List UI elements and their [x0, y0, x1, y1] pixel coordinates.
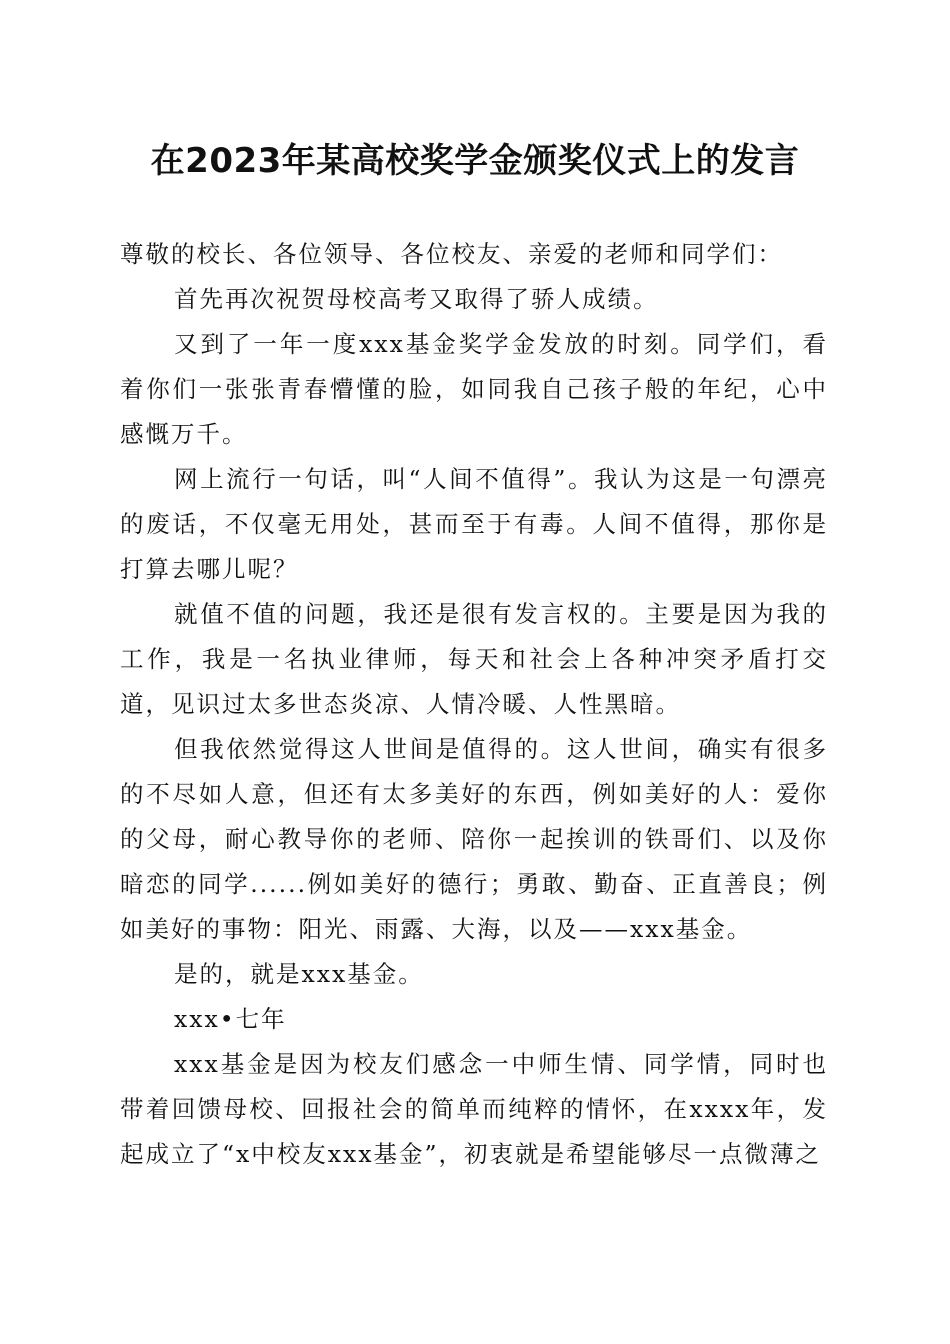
section-heading: xxx•七年: [174, 1005, 287, 1033]
paragraph: 网上流行一句话，叫“人间不值得”。我认为这是一句漂亮的废话，不仅毫无用处，甚而至于有毒。人间不值得，那你是打算去哪儿呢？: [120, 465, 828, 583]
paragraph: 首先再次祝贺母校高考又取得了骄人成绩。: [174, 285, 659, 313]
document-body: [120, 232, 828, 1177]
paragraph: xxx基金是因为校友们感念一中师生情、同学情，同时也带着回馈母校、回报社会的简单而纯粹的情怀，在xxxx年，发起成立了“x中校友xxx基金”，初衷就是希望能够尽一点微薄之: [120, 1050, 828, 1168]
salutation: 尊敬的校长、各位领导、各位校友、亲爱的老师和同学们：: [120, 240, 783, 268]
paragraph: 但我依然觉得这人世间是值得的。这人世间，确实有很多的不尽如人意，但还有太多美好的东西，例如美好的人：爱你的父母，耐心教导你的老师、陪你一起挨训的铁哥们、以及你暗恋的同学......例如美好的德行；勇敢、勤奋、正直善良；例如美好的事物：阳光、雨露、大海，以及——xxx基金。: [120, 735, 828, 943]
document-title: 在2023年某高校奖学金颁奖仪式上的发言: [150, 141, 800, 181]
paragraph: 又到了一年一度xxx基金奖学金发放的时刻。同学们，看着你们一张张青春懵懂的脸，如同我自己孩子般的年纪，心中感慨万千。: [120, 330, 828, 448]
paragraph: 是的，就是xxx基金。: [174, 960, 424, 988]
paragraph: 就值不值的问题，我还是很有发言权的。主要是因为我的工作，我是一名执业律师，每天和社会上各种冲突矛盾打交道，见识过太多世态炎凉、人情冷暖、人性黑暗。: [120, 600, 828, 718]
